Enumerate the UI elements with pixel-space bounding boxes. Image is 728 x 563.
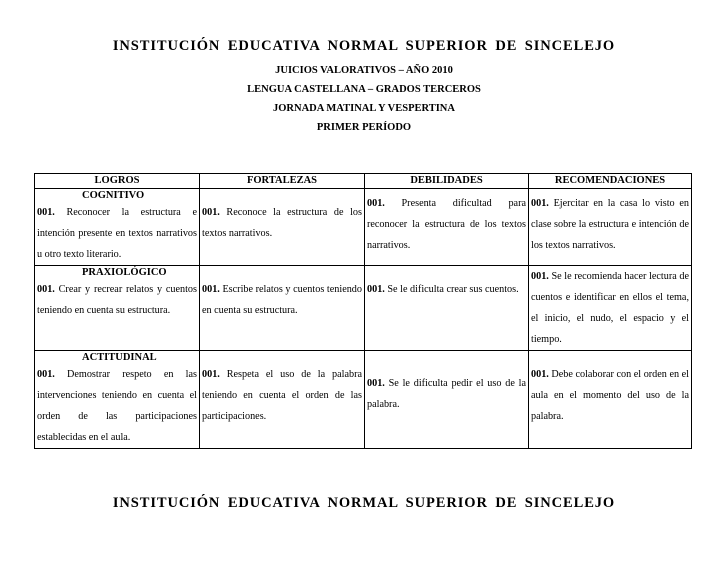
recomendacion-cell <box>529 266 692 351</box>
debilidad-text: Se le dificulta crear sus cuentos. <box>384 284 519 295</box>
table-row <box>35 189 692 266</box>
column-header-debilidades: DEBILIDADES <box>365 174 529 189</box>
item-code: 001. <box>37 369 55 380</box>
recomendacion-text: Se le recomienda hacer lectura de cuentos e identificar en ellos el tema, el inicio, el nudo, el espacio y el tiempo. <box>531 271 689 345</box>
item-code: 001. <box>202 284 220 295</box>
item-code: 001. <box>367 198 385 209</box>
fortaleza-text: Escribe relatos y cuentos teniendo en cuenta su estructura. <box>202 284 362 316</box>
item-code: 001. <box>367 378 385 389</box>
evaluation-table <box>34 173 692 449</box>
item-code: 001. <box>37 207 55 218</box>
debilidad-text: Se le dificulta pedir el uso de la palabra. <box>367 378 526 410</box>
subtitle-lengua: LENGUA CASTELLANA – GRADOS TERCEROS <box>247 84 481 95</box>
table-row <box>35 351 692 449</box>
logro-cell <box>35 351 200 449</box>
category-label: PRAXIOLÓGICO <box>82 267 167 278</box>
debilidad-cell <box>365 351 529 449</box>
item-code: 001. <box>202 369 220 380</box>
column-header-fortalezas: FORTALEZAS <box>200 174 365 189</box>
recomendacion-cell <box>529 351 692 449</box>
table-row <box>35 266 692 351</box>
item-code: 001. <box>531 369 549 380</box>
item-code: 001. <box>202 207 220 218</box>
fortaleza-cell <box>200 351 365 449</box>
debilidad-cell <box>365 266 529 351</box>
item-code: 001. <box>531 198 549 209</box>
subtitle-periodo: PRIMER PERÍODO <box>316 122 412 133</box>
item-code: 001. <box>367 284 385 295</box>
item-code: 001. <box>531 271 549 282</box>
recomendacion-text: Debe colaborar con el orden en el aula en el momento del uso de la palabra. <box>531 369 689 422</box>
debilidad-text: Presenta dificultad para reconocer la estructura de los textos narrativos. <box>367 198 526 251</box>
logro-text: Crear y recrear relatos y cuentos teniendo en cuenta su estructura. <box>37 284 197 316</box>
category-label: ACTITUDINAL <box>82 352 157 363</box>
footer-institution-title: INSTITUCIÓN EDUCATIVA NORMAL SUPERIOR DE SINCELEJO <box>112 495 616 511</box>
column-header-recomendaciones: RECOMENDACIONES <box>529 174 692 189</box>
institution-title: INSTITUCIÓN EDUCATIVA NORMAL SUPERIOR DE SINCELEJO <box>112 38 616 54</box>
category-label: COGNITIVO <box>82 190 145 201</box>
logro-text: Demostrar respeto en las intervenciones teniendo en cuenta el orden de las participaciones establecidas en el aula. <box>37 369 197 443</box>
debilidad-cell <box>365 189 529 266</box>
item-code: 001. <box>37 284 55 295</box>
fortaleza-text: Reconoce la estructura de los textos narrativos. <box>202 207 362 239</box>
logro-cell <box>35 266 200 351</box>
fortaleza-cell <box>200 189 365 266</box>
logro-cell <box>35 189 200 266</box>
fortaleza-cell <box>200 266 365 351</box>
column-header-logros: LOGROS <box>35 174 200 189</box>
subtitle-jornada: JORNADA MATINAL Y VESPERTINA <box>273 103 455 114</box>
recomendacion-text: Ejercitar en la casa lo visto en clase sobre la estructura e intención de los textos narrativos. <box>531 198 689 251</box>
subtitle-juicios: JUICIOS VALORATIVOS – AÑO 2010 <box>275 65 453 76</box>
table-header-row <box>35 174 692 189</box>
logro-text: Reconocer la estructura e intención presente en textos narrativos u otro texto literario. <box>37 207 197 260</box>
fortaleza-text: Respeta el uso de la palabra teniendo en cuenta el orden de las participaciones. <box>202 369 362 422</box>
recomendacion-cell <box>529 189 692 266</box>
